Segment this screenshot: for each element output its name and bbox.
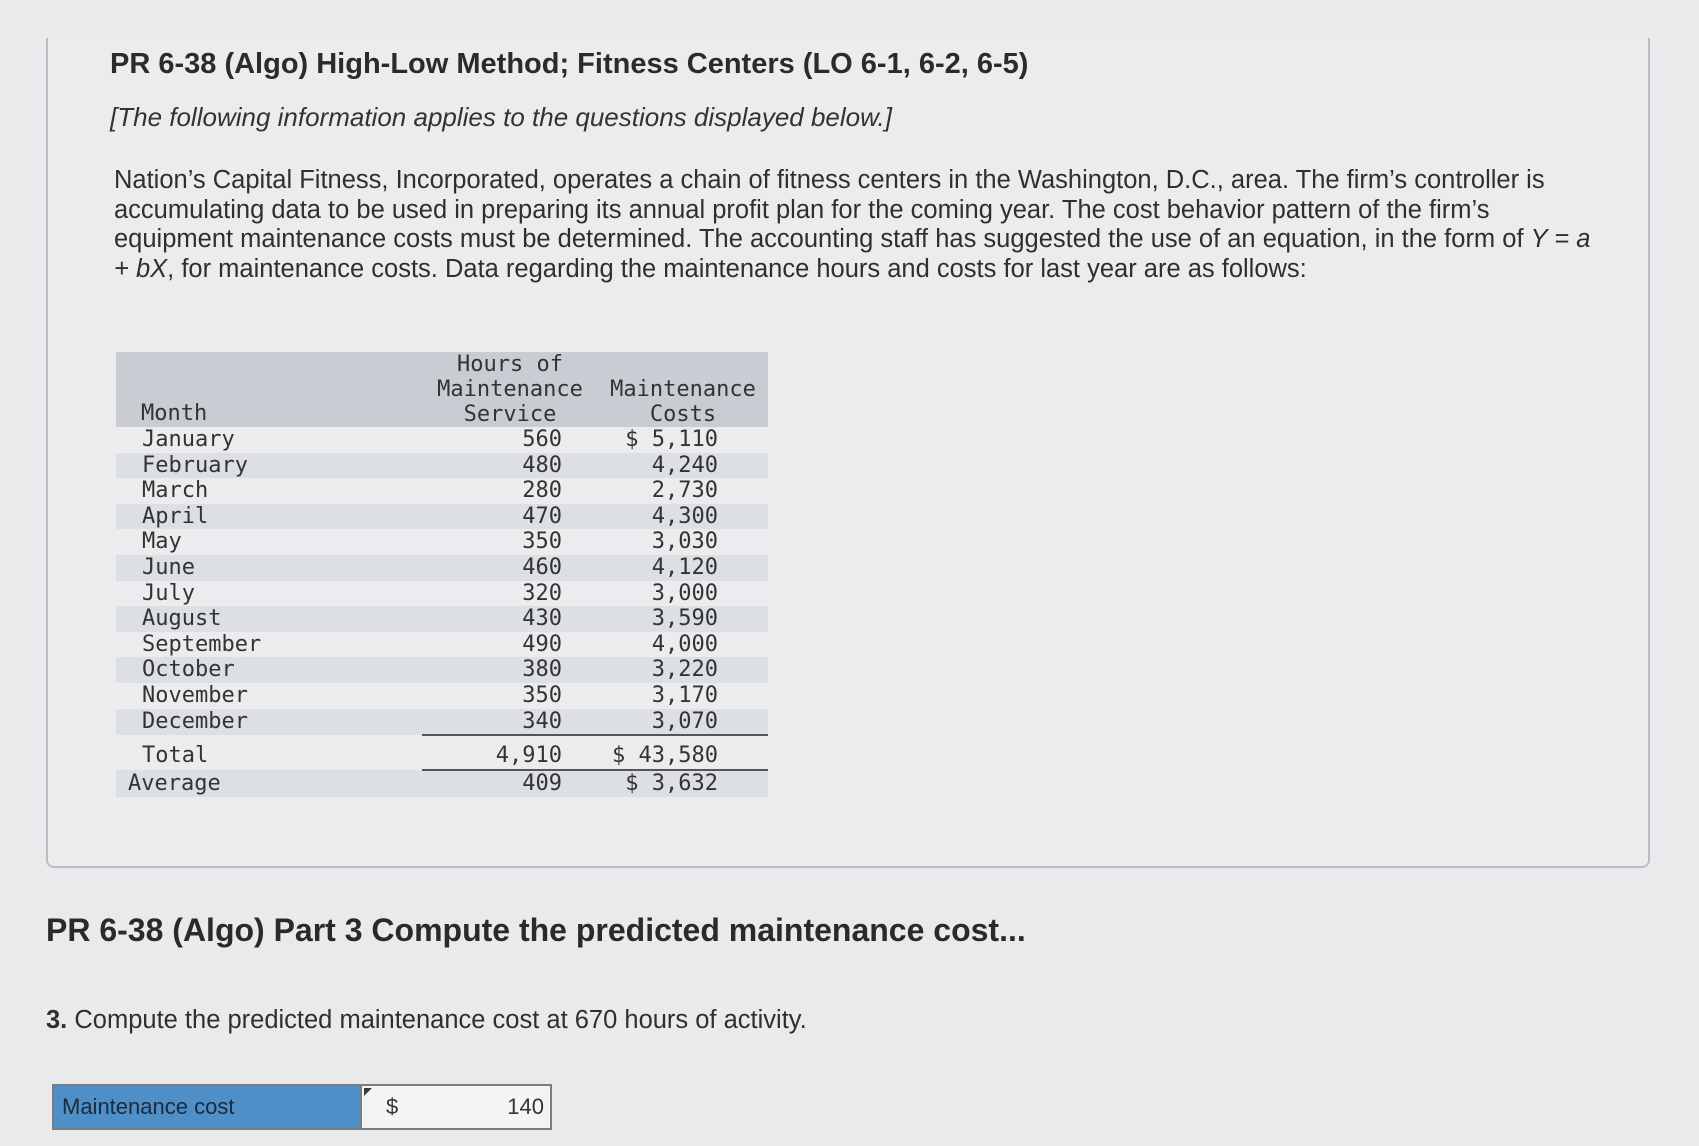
- equation: Y = a + bX: [114, 225, 1591, 283]
- cell-costs: 3,170: [598, 683, 768, 709]
- cell-month: September: [116, 632, 422, 658]
- header-hours: [422, 352, 598, 427]
- header-costs-line1: Maintenance: [610, 377, 756, 402]
- total-hours: 4,910: [422, 735, 598, 770]
- table-row: [116, 529, 768, 555]
- table-row: [116, 427, 768, 453]
- cell-hours: 460: [422, 555, 598, 581]
- total-label: Total: [116, 735, 422, 770]
- info-note: [The following information applies to the questions displayed below.]: [110, 102, 892, 132]
- cell-costs: 4,300: [598, 504, 768, 530]
- cell-costs: 4,240: [598, 453, 768, 479]
- cell-hours: 350: [422, 529, 598, 555]
- currency-symbol: $: [386, 1094, 399, 1119]
- cell-month: January: [116, 427, 422, 453]
- cell-month: February: [116, 453, 422, 479]
- cell-month: November: [116, 683, 422, 709]
- table-row: [116, 453, 768, 479]
- table-row: [116, 632, 768, 658]
- maintenance-data-table: [116, 352, 768, 797]
- cell-month: April: [116, 504, 422, 530]
- description-post: , for maintenance costs. Data regarding the maintenance hours and costs for last year are as follows:: [167, 254, 1307, 283]
- cell-costs: 3,220: [598, 657, 768, 683]
- table-row: [116, 606, 768, 632]
- cell-costs: 4,120: [598, 555, 768, 581]
- header-costs-line2: Costs: [649, 402, 717, 427]
- cell-costs: 4,000: [598, 632, 768, 658]
- cell-month: July: [116, 581, 422, 607]
- header-costs: [598, 352, 768, 427]
- header-month: Month: [116, 352, 422, 427]
- problem-description: [114, 166, 1594, 284]
- table-row: [116, 709, 768, 736]
- table-row: [116, 581, 768, 607]
- cell-costs: 3,000: [598, 581, 768, 607]
- cell-costs: 3,030: [598, 529, 768, 555]
- maintenance-cost-input[interactable]: [380, 1086, 550, 1128]
- cell-hours: 470: [422, 504, 598, 530]
- table-row: [116, 478, 768, 504]
- cell-costs: 3,590: [598, 606, 768, 632]
- problem-title: PR 6-38 (Algo) High-Low Method; Fitness Centers (LO 6-1, 6-2, 6-5): [110, 48, 1029, 80]
- header-hours-line3: Service: [463, 402, 557, 427]
- cell-hours: 340: [422, 709, 598, 736]
- cell-costs: 2,730: [598, 478, 768, 504]
- answer-label: Maintenance cost: [54, 1086, 362, 1128]
- cell-month: August: [116, 606, 422, 632]
- header-hours-line2: Maintenance: [437, 377, 583, 402]
- total-row: [116, 735, 768, 770]
- cell-month: March: [116, 478, 422, 504]
- description-pre: Nation’s Capital Fitness, Incorporated, operates a chain of fitness centers in the Washington, D.C., area. The firm’s controller is accumulating data to be used in preparing its annual profit plan for the coming year. The cost behavior pattern of the firm’s equipment maintenance costs must be determined. The accounting staff has suggested the use of an equation, in the form of: [114, 166, 1545, 253]
- flag-icon: [364, 1088, 372, 1096]
- part-title: PR 6-38 (Algo) Part 3 Compute the predicted maintenance cost...: [46, 912, 1026, 948]
- cell-month: May: [116, 529, 422, 555]
- cell-month: October: [116, 657, 422, 683]
- average-costs: $ 3,632: [598, 770, 768, 797]
- average-label: Average: [116, 770, 422, 797]
- table-row: [116, 683, 768, 709]
- cell-hours: 480: [422, 453, 598, 479]
- table-row: [116, 657, 768, 683]
- cell-hours: 320: [422, 581, 598, 607]
- cell-costs: $ 5,110: [598, 427, 768, 453]
- cell-month: December: [116, 709, 422, 736]
- cell-hours: 350: [422, 683, 598, 709]
- table-row: [116, 555, 768, 581]
- cell-hours: 560: [422, 427, 598, 453]
- answer-cell: [362, 1086, 550, 1128]
- answer-row: [52, 1084, 552, 1130]
- cell-hours: 380: [422, 657, 598, 683]
- cell-hours: 280: [422, 478, 598, 504]
- question: [46, 1006, 807, 1035]
- cell-hours: 430: [422, 606, 598, 632]
- cell-hours: 490: [422, 632, 598, 658]
- total-costs: $ 43,580: [598, 735, 768, 770]
- cell-month: June: [116, 555, 422, 581]
- cell-costs: 3,070: [598, 709, 768, 736]
- question-text: Compute the predicted maintenance cost at 670 hours of activity.: [74, 1006, 807, 1034]
- question-number: 3.: [46, 1006, 68, 1034]
- average-row: [116, 770, 768, 797]
- header-hours-line1: Hours of: [457, 352, 563, 377]
- table-row: [116, 504, 768, 530]
- average-hours: 409: [422, 770, 598, 797]
